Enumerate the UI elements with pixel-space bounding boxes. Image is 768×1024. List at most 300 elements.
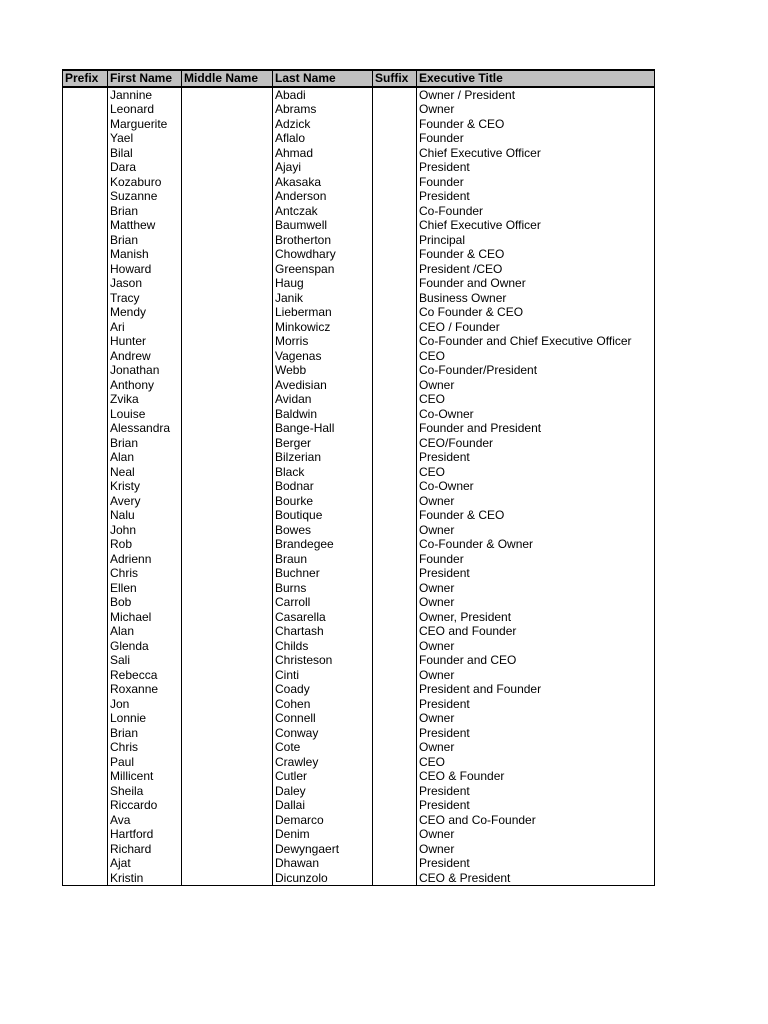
cell-prefix [63, 740, 108, 755]
table-row [63, 276, 655, 291]
cell-prefix [63, 204, 108, 219]
cell-last-name: Dewyngaert [273, 842, 373, 857]
cell-suffix [373, 363, 417, 378]
table-row [63, 262, 655, 277]
cell-executive-title: Co-Founder & Owner [417, 537, 655, 552]
cell-middle-name [182, 610, 273, 625]
cell-suffix [373, 189, 417, 204]
cell-suffix [373, 334, 417, 349]
cell-prefix [63, 668, 108, 683]
table-row [63, 378, 655, 393]
cell-suffix [373, 624, 417, 639]
table-row [63, 581, 655, 596]
cell-middle-name [182, 131, 273, 146]
cell-executive-title: Co Founder & CEO [417, 305, 655, 320]
table-row [63, 465, 655, 480]
cell-last-name: Morris [273, 334, 373, 349]
cell-first-name: Paul [108, 755, 182, 770]
cell-first-name: Roxanne [108, 682, 182, 697]
cell-prefix [63, 755, 108, 770]
cell-first-name: Anthony [108, 378, 182, 393]
cell-prefix [63, 639, 108, 654]
cell-executive-title: Owner [417, 842, 655, 857]
cell-middle-name [182, 421, 273, 436]
cell-last-name: Boutique [273, 508, 373, 523]
table-row [63, 566, 655, 581]
cell-executive-title: CEO and Co-Founder [417, 813, 655, 828]
table-row [63, 740, 655, 755]
cell-middle-name [182, 363, 273, 378]
cell-first-name: Michael [108, 610, 182, 625]
table-row [63, 769, 655, 784]
cell-suffix [373, 117, 417, 132]
cell-suffix [373, 784, 417, 799]
cell-prefix [63, 508, 108, 523]
cell-middle-name [182, 842, 273, 857]
cell-prefix [63, 523, 108, 538]
cell-executive-title: Owner [417, 827, 655, 842]
cell-first-name: Alan [108, 450, 182, 465]
table-row [63, 827, 655, 842]
cell-prefix [63, 407, 108, 422]
cell-prefix [63, 349, 108, 364]
cell-prefix [63, 436, 108, 451]
cell-prefix [63, 653, 108, 668]
cell-suffix [373, 581, 417, 596]
cell-prefix [63, 711, 108, 726]
cell-first-name: Kristin [108, 871, 182, 886]
table-row [63, 682, 655, 697]
cell-first-name: Howard [108, 262, 182, 277]
cell-last-name: Bourke [273, 494, 373, 509]
table-row [63, 610, 655, 625]
cell-executive-title: Owner, President [417, 610, 655, 625]
cell-suffix [373, 233, 417, 248]
cell-middle-name [182, 204, 273, 219]
cell-suffix [373, 871, 417, 886]
cell-last-name: Anderson [273, 189, 373, 204]
cell-middle-name [182, 407, 273, 422]
table-row [63, 146, 655, 161]
table-row [63, 204, 655, 219]
cell-middle-name [182, 523, 273, 538]
cell-prefix [63, 697, 108, 712]
cell-first-name: Rebecca [108, 668, 182, 683]
cell-last-name: Antczak [273, 204, 373, 219]
cell-prefix [63, 581, 108, 596]
cell-suffix [373, 711, 417, 726]
cell-first-name: Chris [108, 566, 182, 581]
cell-prefix [63, 537, 108, 552]
cell-first-name: Mendy [108, 305, 182, 320]
cell-middle-name [182, 697, 273, 712]
cell-first-name: Kozaburo [108, 175, 182, 190]
cell-suffix [373, 798, 417, 813]
cell-first-name: Tracy [108, 291, 182, 306]
cell-prefix [63, 726, 108, 741]
cell-executive-title: Founder and Owner [417, 276, 655, 291]
cell-suffix [373, 421, 417, 436]
cell-executive-title: Founder and CEO [417, 653, 655, 668]
cell-executive-title: Co-Founder and Chief Executive Officer [417, 334, 655, 349]
cell-first-name: Riccardo [108, 798, 182, 813]
table-row [63, 624, 655, 639]
cell-prefix [63, 87, 108, 103]
cell-first-name: Manish [108, 247, 182, 262]
cell-executive-title: Owner [417, 711, 655, 726]
cell-prefix [63, 378, 108, 393]
cell-first-name: Matthew [108, 218, 182, 233]
cell-middle-name [182, 755, 273, 770]
cell-prefix [63, 262, 108, 277]
cell-suffix [373, 305, 417, 320]
table-row [63, 639, 655, 654]
cell-middle-name [182, 262, 273, 277]
header-suffix: Suffix [373, 70, 417, 87]
cell-first-name: Millicent [108, 769, 182, 784]
table-row [63, 798, 655, 813]
cell-middle-name [182, 334, 273, 349]
cell-first-name: Jason [108, 276, 182, 291]
cell-middle-name [182, 305, 273, 320]
cell-prefix [63, 421, 108, 436]
cell-middle-name [182, 871, 273, 886]
cell-suffix [373, 436, 417, 451]
table-row [63, 479, 655, 494]
cell-executive-title: President [417, 189, 655, 204]
cell-middle-name [182, 508, 273, 523]
table-row [63, 653, 655, 668]
cell-executive-title: President and Founder [417, 682, 655, 697]
cell-executive-title: CEO & Founder [417, 769, 655, 784]
cell-executive-title: Co-Owner [417, 479, 655, 494]
header-first-name: First Name [108, 70, 182, 87]
cell-last-name: Ajayi [273, 160, 373, 175]
cell-first-name: Brian [108, 204, 182, 219]
cell-middle-name [182, 378, 273, 393]
cell-suffix [373, 204, 417, 219]
cell-middle-name [182, 392, 273, 407]
cell-middle-name [182, 682, 273, 697]
cell-prefix [63, 465, 108, 480]
table-row [63, 363, 655, 378]
cell-middle-name [182, 479, 273, 494]
executive-table [62, 69, 655, 886]
cell-last-name: Dallai [273, 798, 373, 813]
table-row [63, 726, 655, 741]
table-body [63, 87, 655, 886]
cell-prefix [63, 494, 108, 509]
cell-middle-name [182, 320, 273, 335]
cell-prefix [63, 871, 108, 886]
cell-first-name: Sali [108, 653, 182, 668]
cell-executive-title: CEO [417, 349, 655, 364]
cell-middle-name [182, 233, 273, 248]
header-prefix: Prefix [63, 70, 108, 87]
cell-executive-title: CEO / Founder [417, 320, 655, 335]
cell-suffix [373, 668, 417, 683]
cell-suffix [373, 682, 417, 697]
cell-middle-name [182, 769, 273, 784]
cell-first-name: Jannine [108, 87, 182, 103]
cell-executive-title: CEO & President [417, 871, 655, 886]
table-row [63, 436, 655, 451]
cell-first-name: Glenda [108, 639, 182, 654]
cell-prefix [63, 552, 108, 567]
table-row [63, 87, 655, 103]
cell-prefix [63, 827, 108, 842]
cell-prefix [63, 146, 108, 161]
cell-executive-title: Founder [417, 131, 655, 146]
cell-prefix [63, 682, 108, 697]
cell-first-name: Rob [108, 537, 182, 552]
table-row [63, 247, 655, 262]
cell-suffix [373, 146, 417, 161]
cell-last-name: Aflalo [273, 131, 373, 146]
cell-middle-name [182, 813, 273, 828]
cell-last-name: Akasaka [273, 175, 373, 190]
cell-suffix [373, 595, 417, 610]
cell-middle-name [182, 740, 273, 755]
cell-last-name: Carroll [273, 595, 373, 610]
cell-suffix [373, 392, 417, 407]
table-row [63, 117, 655, 132]
cell-middle-name [182, 726, 273, 741]
cell-last-name: Avidan [273, 392, 373, 407]
cell-executive-title: President [417, 697, 655, 712]
cell-last-name: Berger [273, 436, 373, 451]
cell-suffix [373, 697, 417, 712]
cell-last-name: Dhawan [273, 856, 373, 871]
cell-middle-name [182, 218, 273, 233]
cell-middle-name [182, 595, 273, 610]
table-row [63, 421, 655, 436]
header-row [63, 70, 655, 87]
cell-executive-title: Owner [417, 523, 655, 538]
cell-first-name: Neal [108, 465, 182, 480]
cell-last-name: Vagenas [273, 349, 373, 364]
table-row [63, 291, 655, 306]
cell-middle-name [182, 291, 273, 306]
cell-first-name: Yael [108, 131, 182, 146]
cell-last-name: Burns [273, 581, 373, 596]
cell-suffix [373, 537, 417, 552]
cell-executive-title: CEO and Founder [417, 624, 655, 639]
cell-suffix [373, 856, 417, 871]
cell-middle-name [182, 856, 273, 871]
cell-executive-title: Founder & CEO [417, 508, 655, 523]
cell-executive-title: Business Owner [417, 291, 655, 306]
cell-suffix [373, 291, 417, 306]
cell-suffix [373, 450, 417, 465]
cell-last-name: Dicunzolo [273, 871, 373, 886]
cell-executive-title: Owner [417, 102, 655, 117]
cell-first-name: Hunter [108, 334, 182, 349]
cell-first-name: Andrew [108, 349, 182, 364]
cell-middle-name [182, 566, 273, 581]
cell-first-name: John [108, 523, 182, 538]
cell-middle-name [182, 247, 273, 262]
cell-middle-name [182, 436, 273, 451]
cell-middle-name [182, 450, 273, 465]
cell-executive-title: Co-Founder [417, 204, 655, 219]
cell-prefix [63, 334, 108, 349]
cell-first-name: Lonnie [108, 711, 182, 726]
table-row [63, 175, 655, 190]
cell-suffix [373, 827, 417, 842]
cell-prefix [63, 189, 108, 204]
cell-middle-name [182, 465, 273, 480]
table-row [63, 189, 655, 204]
table-row [63, 102, 655, 117]
cell-executive-title: Founder & CEO [417, 247, 655, 262]
header-executive-title: Executive Title [417, 70, 655, 87]
cell-last-name: Cohen [273, 697, 373, 712]
cell-last-name: Bodnar [273, 479, 373, 494]
table-row [63, 755, 655, 770]
table-row [63, 392, 655, 407]
cell-last-name: Bange-Hall [273, 421, 373, 436]
cell-executive-title: Owner [417, 639, 655, 654]
cell-suffix [373, 87, 417, 103]
cell-middle-name [182, 798, 273, 813]
cell-executive-title: CEO [417, 755, 655, 770]
cell-suffix [373, 726, 417, 741]
table-row [63, 813, 655, 828]
cell-executive-title: President [417, 450, 655, 465]
cell-first-name: Ellen [108, 581, 182, 596]
cell-middle-name [182, 537, 273, 552]
cell-suffix [373, 494, 417, 509]
cell-executive-title: Chief Executive Officer [417, 146, 655, 161]
cell-suffix [373, 218, 417, 233]
cell-executive-title: Founder [417, 552, 655, 567]
cell-last-name: Haug [273, 276, 373, 291]
cell-executive-title: Owner [417, 668, 655, 683]
cell-last-name: Cutler [273, 769, 373, 784]
cell-first-name: Alessandra [108, 421, 182, 436]
cell-suffix [373, 160, 417, 175]
cell-last-name: Coady [273, 682, 373, 697]
table-row [63, 334, 655, 349]
cell-last-name: Cote [273, 740, 373, 755]
cell-executive-title: CEO [417, 392, 655, 407]
cell-executive-title: President [417, 726, 655, 741]
cell-middle-name [182, 146, 273, 161]
cell-first-name: Brian [108, 436, 182, 451]
cell-executive-title: Founder [417, 175, 655, 190]
cell-first-name: Bob [108, 595, 182, 610]
cell-last-name: Bilzerian [273, 450, 373, 465]
cell-suffix [373, 102, 417, 117]
table-row [63, 784, 655, 799]
cell-first-name: Ajat [108, 856, 182, 871]
cell-prefix [63, 798, 108, 813]
cell-first-name: Brian [108, 726, 182, 741]
cell-suffix [373, 740, 417, 755]
table-row [63, 595, 655, 610]
cell-prefix [63, 218, 108, 233]
cell-executive-title: President /CEO [417, 262, 655, 277]
cell-first-name: Avery [108, 494, 182, 509]
cell-prefix [63, 276, 108, 291]
cell-executive-title: President [417, 856, 655, 871]
cell-last-name: Baldwin [273, 407, 373, 422]
cell-prefix [63, 813, 108, 828]
cell-prefix [63, 305, 108, 320]
cell-executive-title: Owner [417, 595, 655, 610]
cell-last-name: Braun [273, 552, 373, 567]
cell-middle-name [182, 175, 273, 190]
cell-prefix [63, 842, 108, 857]
cell-middle-name [182, 581, 273, 596]
cell-first-name: Hartford [108, 827, 182, 842]
cell-middle-name [182, 784, 273, 799]
cell-suffix [373, 610, 417, 625]
cell-first-name: Dara [108, 160, 182, 175]
cell-executive-title: President [417, 566, 655, 581]
cell-executive-title: President [417, 784, 655, 799]
cell-suffix [373, 479, 417, 494]
cell-last-name: Greenspan [273, 262, 373, 277]
cell-last-name: Adzick [273, 117, 373, 132]
cell-executive-title: Owner [417, 378, 655, 393]
cell-suffix [373, 247, 417, 262]
cell-middle-name [182, 827, 273, 842]
cell-first-name: Leonard [108, 102, 182, 117]
cell-prefix [63, 131, 108, 146]
cell-prefix [63, 566, 108, 581]
cell-suffix [373, 465, 417, 480]
cell-middle-name [182, 711, 273, 726]
cell-last-name: Bowes [273, 523, 373, 538]
table-row [63, 552, 655, 567]
cell-middle-name [182, 117, 273, 132]
cell-last-name: Casarella [273, 610, 373, 625]
cell-middle-name [182, 494, 273, 509]
cell-last-name: Minkowicz [273, 320, 373, 335]
cell-suffix [373, 552, 417, 567]
cell-first-name: Suzanne [108, 189, 182, 204]
cell-executive-title: Founder & CEO [417, 117, 655, 132]
cell-first-name: Ari [108, 320, 182, 335]
cell-prefix [63, 769, 108, 784]
cell-prefix [63, 450, 108, 465]
cell-last-name: Christeson [273, 653, 373, 668]
cell-last-name: Childs [273, 639, 373, 654]
cell-last-name: Cinti [273, 668, 373, 683]
cell-prefix [63, 175, 108, 190]
cell-first-name: Chris [108, 740, 182, 755]
cell-last-name: Avedisian [273, 378, 373, 393]
cell-suffix [373, 639, 417, 654]
cell-last-name: Demarco [273, 813, 373, 828]
cell-executive-title: Owner / President [417, 87, 655, 103]
cell-prefix [63, 363, 108, 378]
cell-last-name: Janik [273, 291, 373, 306]
cell-last-name: Crawley [273, 755, 373, 770]
cell-suffix [373, 262, 417, 277]
table-header [63, 70, 655, 87]
cell-last-name: Daley [273, 784, 373, 799]
cell-last-name: Brandegee [273, 537, 373, 552]
cell-last-name: Ahmad [273, 146, 373, 161]
cell-last-name: Connell [273, 711, 373, 726]
cell-suffix [373, 755, 417, 770]
cell-first-name: Alan [108, 624, 182, 639]
cell-executive-title: CEO/Founder [417, 436, 655, 451]
cell-first-name: Bilal [108, 146, 182, 161]
